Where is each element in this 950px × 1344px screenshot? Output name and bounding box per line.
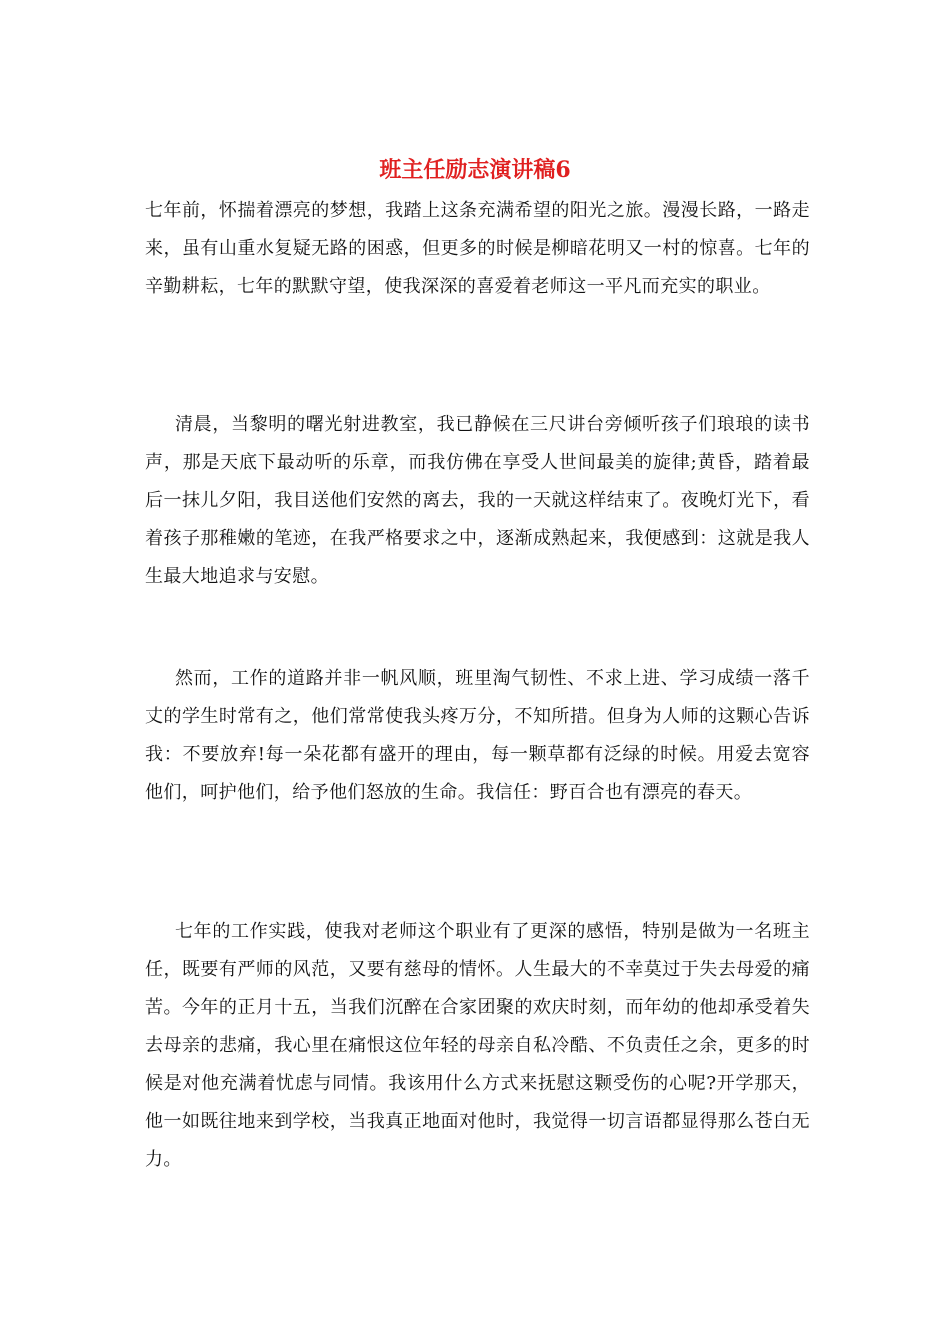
paragraph-3: 然而，工作的道路并非一帆风顺，班里淘气韧性、不求上进、学习成绩一落千丈的学生时常有之，他们常常使我头疼万分，不知所措。但身为人师的这颗心告诉我：不要放弃!每一朵花都有盛开的理由，每一颗草都有泛绿的时候。用爱去宽容他们，呵护他们，给予他们怒放的生命。我信任：野百合也有漂亮的春天。 (145, 668, 810, 803)
paragraph-2: 清晨，当黎明的曙光射进教室，我已静候在三尺讲台旁倾听孩子们琅琅的读书声，那是天底下最动听的乐章，而我仿佛在享受人世间最美的旋律;黄昏，踏着最后一抹儿夕阳，我目送他们安然的离去，我的一天就这样结束了。夜晚灯光下，看着孩子那稚嫩的笔迹，在我严格要求之中，逐渐成熟起来，我便感到：这就是我人生最大地追求与安慰。 (145, 414, 810, 587)
document-title: 班主任励志演讲稿6 (379, 157, 571, 183)
paragraph-1: 七年前，怀揣着漂亮的梦想，我踏上这条充满希望的阳光之旅。漫漫长路，一路走来，虽有山重水复疑无路的困惑，但更多的时候是柳暗花明又一村的惊喜。七年的辛勤耕耘，七年的默默守望，使我深深的喜爱着老师这一平凡而充实的职业。 (145, 200, 810, 297)
paragraph-4: 七年的工作实践，使我对老师这个职业有了更深的感悟，特别是做为一名班主任，既要有严师的风范，又要有慈母的情怀。人生最大的不幸莫过于失去母爱的痛苦。今年的正月十五，当我们沉醉在合家团聚的欢庆时刻，而年幼的他却承受着失去母亲的悲痛，我心里在痛恨这位年轻的母亲自私冷酷、不负责任之余，更多的时候是对他充满着忧虑与同情。我该用什么方式来抚慰这颗受伤的心呢?开学那天，他一如既往地来到学校，当我真正地面对他时，我觉得一切言语都显得那么苍白无力。 (145, 921, 810, 1170)
